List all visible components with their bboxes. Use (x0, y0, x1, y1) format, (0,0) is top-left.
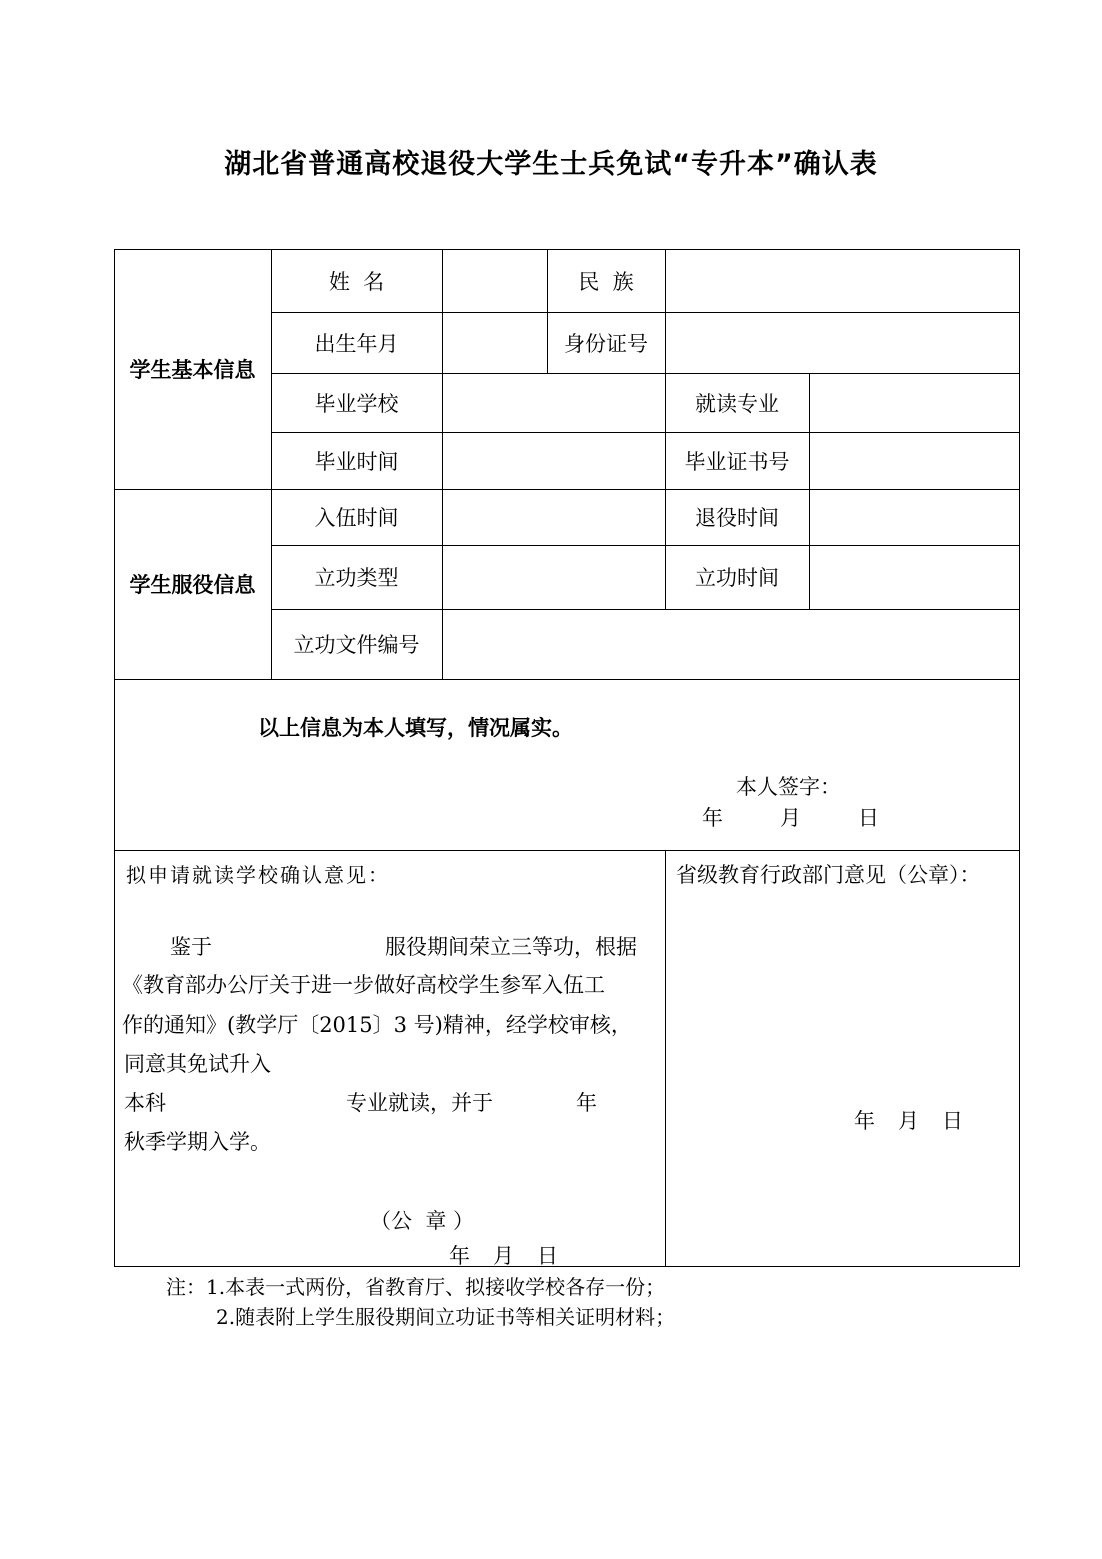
school-opinion-line: 年 (576, 1091, 597, 1115)
discharge-time-label: 退役时间 (695, 506, 779, 530)
name-label: 姓 名 (328, 269, 385, 294)
birth-field[interactable] (442, 312, 547, 373)
school-opinion-line: 鉴于 (170, 935, 212, 959)
school-opinion-line: 专业就读，并于 (346, 1091, 493, 1115)
service-info-section-label: 学生服役信息 (129, 573, 256, 597)
ethnicity-label: 民 族 (578, 269, 634, 294)
province-opinion-heading: 省级教育行政部门意见（公章）： (676, 863, 981, 887)
page-title: 湖北省普通高校退役大学生士兵免试“专升本”确认表 (224, 149, 878, 180)
row-divider (114, 679, 1020, 680)
enlist-time-field[interactable] (442, 489, 665, 545)
school-opinion-line: 同意其免试升入 (124, 1052, 271, 1076)
school-opinion-month: 月 (493, 1244, 514, 1268)
school-opinion-year: 年 (449, 1244, 470, 1268)
merit-time-field[interactable] (809, 545, 1020, 609)
school-opinion-heading: 拟申请就读学校确认意见： (126, 863, 390, 887)
note-line: 注：1.本表一式两份，省教育厅、拟接收学校各存一份； (166, 1275, 666, 1299)
school-opinion-line: 作的通知》(教学厅〔2015〕3 号)精神，经学校审核， (122, 1013, 632, 1037)
school-opinion-line: 本科 (124, 1091, 166, 1115)
declaration-year: 年 (702, 806, 723, 830)
province-opinion-day: 日 (942, 1109, 963, 1133)
grad-time-label: 毕业时间 (314, 449, 399, 474)
diploma-number-label: 毕业证书号 (684, 449, 790, 474)
merit-time-label: 立功时间 (695, 566, 779, 590)
major-label: 就读专业 (695, 391, 779, 416)
id-number-field[interactable] (665, 312, 1020, 373)
basic-info-section-label: 学生基本信息 (129, 358, 256, 382)
school-opinion-line: 服役期间荣立三等功，根据 (385, 935, 637, 959)
birth-label: 出生年月 (314, 331, 399, 356)
ethnicity-field[interactable] (665, 249, 1020, 312)
grad-time-field[interactable] (442, 432, 665, 489)
school-label: 毕业学校 (314, 391, 399, 416)
enlist-time-label: 入伍时间 (314, 506, 399, 530)
school-opinion-line: 秋季学期入学。 (124, 1130, 271, 1154)
merit-document-label: 立功文件编号 (293, 633, 420, 657)
signature-label: 本人签字： (736, 775, 841, 799)
school-field[interactable] (442, 373, 665, 432)
province-opinion-year: 年 (854, 1109, 875, 1133)
row-divider (114, 850, 1020, 851)
declaration-day: 日 (858, 806, 879, 830)
id-number-label: 身份证号 (564, 331, 648, 356)
diploma-number-field[interactable] (809, 432, 1020, 489)
school-seal-label: （公 章 ） (370, 1209, 475, 1233)
column-divider (665, 850, 666, 1267)
merit-document-field[interactable] (442, 609, 1020, 679)
discharge-time-field[interactable] (809, 489, 1020, 545)
merit-type-label: 立功类型 (314, 566, 399, 590)
declaration-statement: 以上信息为本人填写，情况属实。 (258, 716, 573, 740)
declaration-month: 月 (780, 806, 801, 830)
school-opinion-line: 《教育部办公厅关于进一步做好高校学生参军入伍工 (122, 973, 605, 997)
province-opinion-month: 月 (898, 1109, 919, 1133)
name-field[interactable] (442, 249, 547, 312)
school-opinion-day: 日 (537, 1244, 558, 1268)
note-line: 2.随表附上学生服役期间立功证书等相关证明材料； (216, 1305, 676, 1329)
major-field[interactable] (809, 373, 1020, 432)
merit-type-field[interactable] (442, 545, 665, 609)
